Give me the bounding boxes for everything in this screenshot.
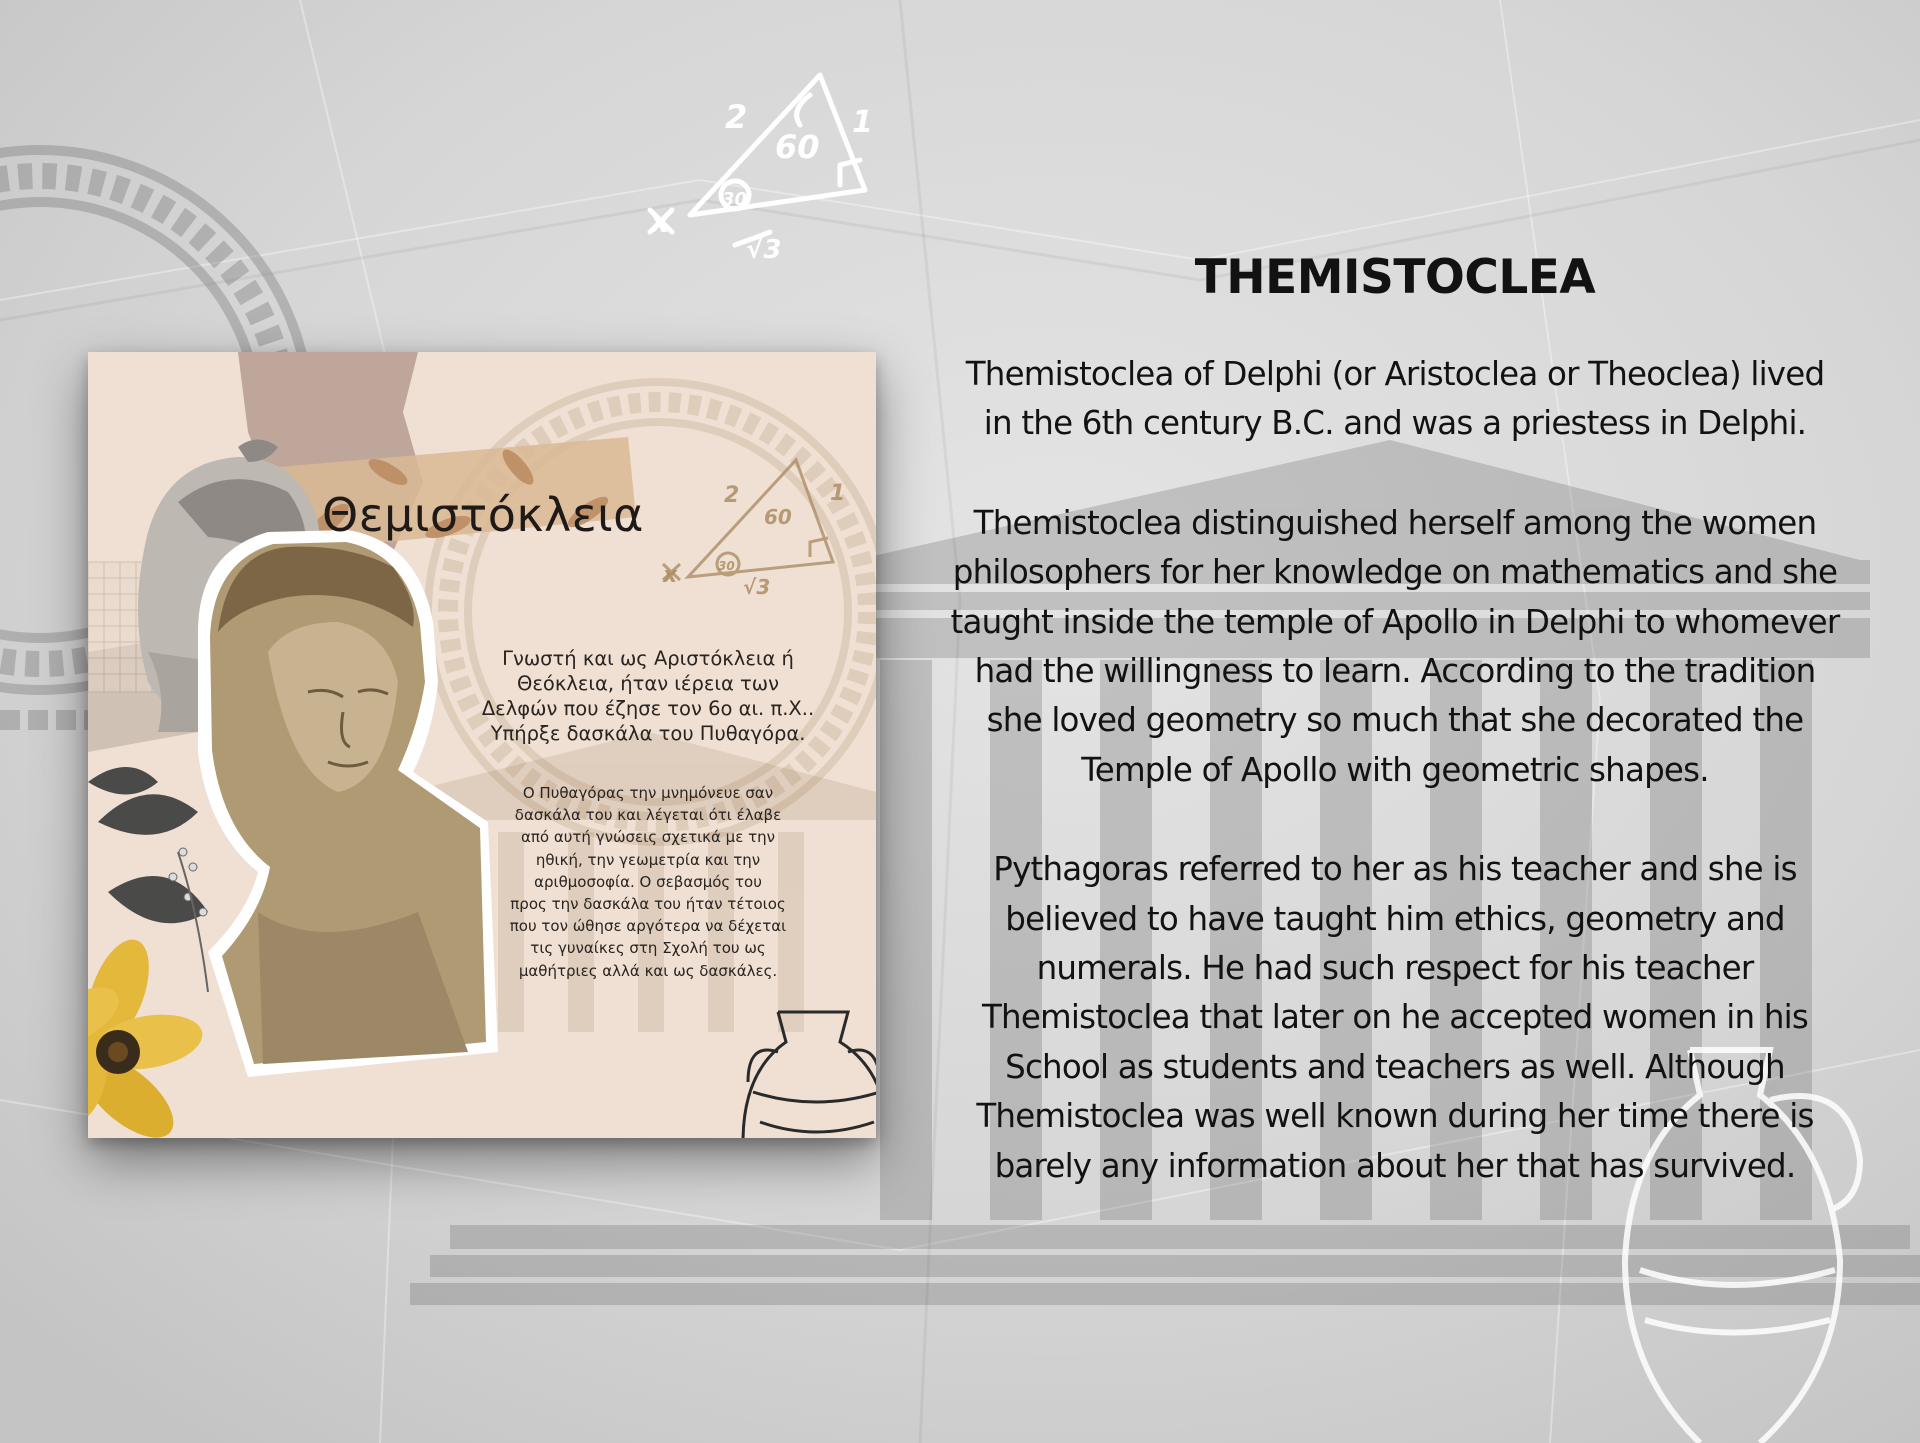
paragraph-line: in the 6th century B.C. and was a priestess in Delphi.: [983, 404, 1807, 443]
paragraph-line: believed to have taught him ethics, geometry and: [1005, 899, 1785, 938]
svg-text:60: 60: [764, 505, 792, 529]
paragraph-line: taught inside the temple of Apollo in Delphi to whomever: [950, 602, 1840, 641]
paragraph-line: Themistoclea of Delphi (or Aristoclea or Theoclea) lived: [965, 355, 1825, 393]
card-body-line: ηθική, την γεωμετρία και την: [535, 850, 761, 869]
paragraph-2: [900, 499, 1890, 795]
page-title: THEMISTOCLEA: [1194, 250, 1596, 305]
card-intro-line: Γνωστή και ως Αριστόκλεια ή: [502, 647, 794, 670]
card-body-line: αριθμοσοφία. Ο σεβασμός του: [534, 872, 762, 891]
card-body-line: μαθήτριες αλλά και ως δασκάλες.: [518, 961, 778, 980]
flower-icon: [88, 931, 207, 1138]
greek-info-card: [88, 352, 876, 1138]
paragraph-3: [900, 845, 1890, 1191]
paragraph-line: Temple of Apollo with geometric shapes.: [1081, 750, 1709, 789]
svg-text:2: 2: [724, 483, 740, 508]
card-intro-line: Δελφών που έζησε τον 6ο αι. π.Χ..: [481, 697, 815, 720]
card-body-line: τις γυναίκες στη Σχολή του ως: [530, 939, 766, 958]
svg-text:√3: √3: [743, 575, 771, 599]
card-body-text: [478, 782, 818, 982]
paragraph-line: she loved geometry so much that she decorated the: [986, 701, 1804, 740]
statue-bust-icon: [198, 530, 498, 1077]
paragraph-line: philosophers for her knowledge on mathematics and she: [952, 553, 1838, 592]
paragraph-line: Themistoclea was well known during her time there is: [976, 1097, 1814, 1136]
svg-text:60: 60: [775, 128, 820, 166]
paragraph-line: numerals. He had such respect for his teacher: [1036, 949, 1754, 988]
card-body-line: από αυτή γνώσεις σχετικά με την: [520, 828, 776, 847]
paragraph-line: Pythagoras referred to her as his teacher and she is: [993, 850, 1797, 889]
card-amphora-icon: [743, 1012, 876, 1138]
card-intro-line: Υπήρξε δασκάλα του Πυθαγόρα.: [490, 722, 806, 745]
paragraph-line: Themistoclea distinguished herself among the women: [973, 503, 1817, 542]
svg-text:1: 1: [830, 481, 846, 506]
paragraph-line: School as students and teachers as well. Although: [1005, 1047, 1785, 1086]
svg-text:√3: √3: [746, 235, 782, 265]
card-intro-line: Θεόκλεια, ήταν ιέρεια των: [517, 672, 779, 695]
svg-text:x: x: [663, 563, 678, 588]
paragraph-line: Themistoclea that later on he accepted women in his: [981, 998, 1809, 1037]
svg-text:30: 30: [722, 189, 748, 210]
card-intro-text: [448, 646, 848, 746]
svg-text:1: 1: [852, 105, 873, 140]
card-title: Θεμιστόκλεια: [322, 488, 644, 542]
paragraph-line: barely any information about her that has survived.: [994, 1146, 1796, 1185]
card-body-line: δασκάλα του και λέγεται ότι έλαβε: [514, 806, 782, 825]
paragraph-line: had the willingness to learn. According to the tradition: [974, 652, 1816, 691]
card-body-line: Ο Πυθαγόρας την μνημόνευε σαν: [522, 784, 774, 802]
main-text-column: [900, 248, 1890, 1191]
svg-text:2: 2: [725, 98, 748, 136]
card-body-line: προς την δασκάλα του ήταν τέτοιος: [510, 895, 786, 914]
card-body-line: που τον ώθησε αργότερα να δέχεται: [509, 917, 787, 936]
svg-text:30: 30: [718, 559, 735, 573]
paragraph-1: [900, 350, 1890, 449]
svg-text:x: x: [650, 205, 670, 240]
